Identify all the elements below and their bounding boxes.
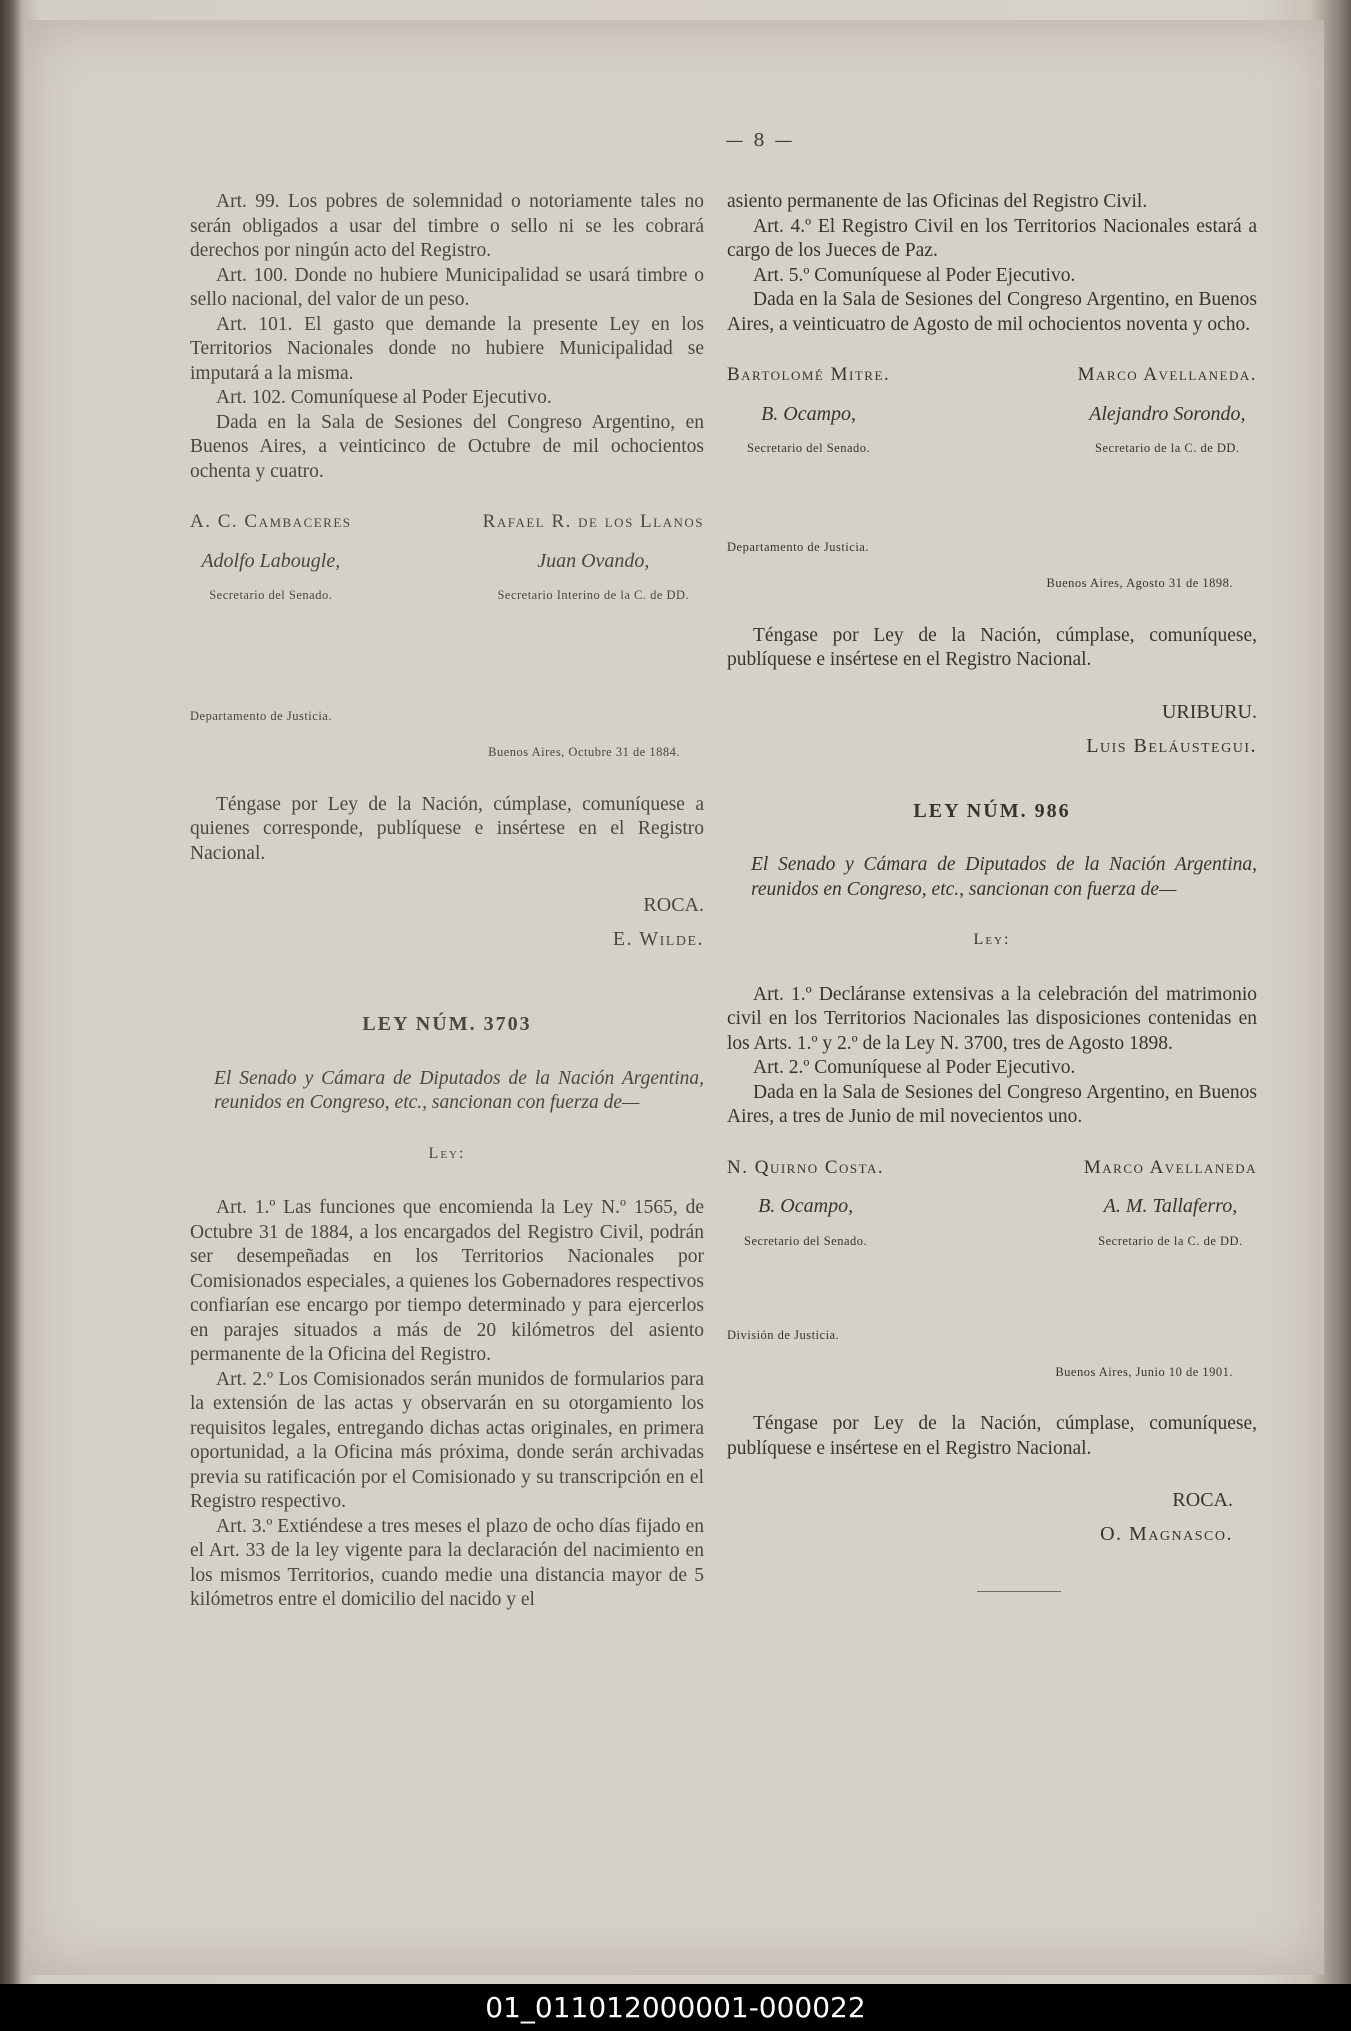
- signatory-name: Bartolomé Mitre.: [727, 364, 891, 385]
- law-title: LEY NÚM. 986: [913, 799, 1071, 822]
- secretary-name: B. Ocampo,: [761, 402, 857, 425]
- continued-text: asiento permanente de las Oficinas del Registro Civil.: [727, 191, 1148, 212]
- secretary-role: Secretario Interino de la C. de DD.: [497, 588, 690, 602]
- law-title: LEY NÚM. 3703: [362, 1013, 532, 1035]
- secretary-role: Secretario del Senado.: [747, 441, 871, 455]
- signer-president: ROCA.: [1172, 1489, 1233, 1511]
- secretary-role: Secretario del Senado.: [744, 1233, 868, 1248]
- secretary-role: Secretario del Senado.: [209, 588, 333, 602]
- place-date: Buenos Aires, Junio 10 de 1901.: [1055, 1364, 1233, 1379]
- law-article-1: Art. 1.º Decláranse extensivas a la celebración del matrimonio civil en los Territorios Nacionales las disposiciones contenidas en los Arts. 1.º y 2.º de la Ley N. 3700, tres de Agosto 1898.: [727, 983, 1257, 1054]
- signer-president: ROCA.: [643, 894, 704, 916]
- law-article-3: Art. 3.º Extiéndese a tres meses el plazo de ocho días fijado en el Art. 33 de la ley vigente para la declaración del nacimiento en los mismos Territorios, cuando medie una distancia mayor de 5 kilómetros entre el domicilio del nacido y el: [190, 1515, 704, 1610]
- secretary-name: A. M. Tallaferro,: [1103, 1195, 1238, 1217]
- law-article-1: Art. 1.º Las funciones que encomienda la Ley N.º 1565, de Octubre 31 de 1884, a los encargados del Registro Civil, podrán ser desempeñadas en los Territorios Nacionales por Comisionados especiales, a quienes los Gobernadores respectivos confiarían ese encargo por tiempo determinado y para ejercerlos en parajes situados a más de 20 kilómetros del asiento permanente de la Oficina del Registro.: [190, 1197, 704, 1365]
- article-102: Art. 102. Comuníquese al Poder Ejecutivo.: [216, 387, 552, 408]
- secretary-name: Adolfo Labougle,: [201, 549, 341, 572]
- dada-clause: Dada en la Sala de Sesiones del Congreso Argentino, en Buenos Aires, a veinticuatro de Agosto de mil ochocientos noventa y ocho.: [727, 289, 1257, 335]
- decree-text: Téngase por Ley de la Nación, cúmplase, comuníquese a quienes corresponde, publíquese e insértese en el Registro Nacional.: [190, 793, 704, 864]
- law-article-2: Art. 2.º Comuníquese al Poder Ejecutivo.: [753, 1057, 1076, 1078]
- article-5: Art. 5.º Comuníquese al Poder Ejecutivo.: [753, 264, 1076, 286]
- executive-signers: [190, 888, 704, 956]
- signatory-name: A. C. Cambaceres: [190, 511, 352, 532]
- secretary-role: Secretario de la C. de DD.: [1095, 441, 1240, 455]
- signature-block: [190, 510, 704, 608]
- dada-clause: Dada en la Sala de Sesiones del Congreso Argentino, en Buenos Aires, a veinticinco de Octubre de mil ochocientos ochenta y cuatro.: [190, 411, 704, 482]
- decree-text: Téngase por Ley de la Nación, cúmplase, comuníquese, publíquese e insértese en el Registro Nacional.: [727, 1413, 1257, 1459]
- signature-senate: [190, 510, 352, 608]
- signer-minister: E. Wilde.: [612, 928, 704, 950]
- dada-clause: Dada en la Sala de Sesiones del Congreso Argentino, en Buenos Aires, a tres de Junio de mil novecientos uno.: [727, 1081, 1257, 1127]
- signature-block: [727, 1156, 1257, 1254]
- signer-minister: O. Magnasco.: [1100, 1523, 1233, 1545]
- department-label: División de Justicia.: [727, 1328, 840, 1342]
- department-label: Departamento de Justicia.: [727, 539, 869, 554]
- article-100: Art. 100. Donde no hubiere Municipalidad se usará timbre o sello nacional, del valor de un peso.: [190, 264, 704, 310]
- closing-rule: [977, 1591, 1061, 1592]
- secretary-name: Juan Ovando,: [537, 549, 650, 572]
- signatory-name: Marco Avellaneda.: [1077, 364, 1257, 385]
- law-preamble: El Senado y Cámara de Diputados de la Nación Argentina, reunidos en Congreso, etc., sancionan con fuerza de—: [214, 1067, 704, 1113]
- image-id-caption: 01_011012000001-000022: [0, 1984, 1351, 2031]
- department-label: Departamento de Justicia.: [190, 708, 332, 723]
- signature-chamber: [1078, 363, 1257, 461]
- executive-signers: [727, 695, 1257, 763]
- left-column: [190, 190, 704, 1613]
- article-99: Art. 99. Los pobres de solemnidad o notoriamente tales no serán obligados a usar del timbre o sello ni se les cobrará derechos por ningún acto del Registro.: [190, 191, 704, 261]
- secretary-role: Secretario de la C. de DD.: [1098, 1233, 1243, 1248]
- executive-signers: [727, 1483, 1233, 1551]
- signature-senate: [727, 1156, 884, 1254]
- decree-text: Téngase por Ley de la Nación, cúmplase, comuníquese, publíquese e insértese en el Registro Nacional.: [727, 624, 1257, 670]
- article-101: Art. 101. El gasto que demande la presente Ley en los Territorios Nacionales donde no hubiere Municipalidad se imputará a la misma.: [190, 313, 704, 384]
- signature-block: [727, 363, 1257, 461]
- ley-heading: Ley:: [973, 931, 1011, 948]
- secretary-name: B. Ocampo,: [758, 1195, 854, 1217]
- signatory-name: Rafael R. de los Llanos: [482, 511, 704, 532]
- signer-minister: Luis Beláustegui.: [1086, 734, 1257, 757]
- signatory-name: N. Quirno Costa.: [727, 1156, 885, 1178]
- signer-president: URIBURU.: [1161, 700, 1257, 723]
- signature-senate: [727, 363, 890, 461]
- place-date: Buenos Aires, Agosto 31 de 1898.: [1046, 576, 1233, 590]
- signature-chamber: [483, 510, 704, 608]
- signatory-name: Marco Avellaneda: [1083, 1156, 1257, 1178]
- secretary-name: Alejandro Sorondo,: [1089, 402, 1246, 425]
- place-date: Buenos Aires, Octubre 31 de 1884.: [488, 745, 680, 759]
- right-column: [727, 190, 1257, 1592]
- law-article-2: Art. 2.º Los Comisionados serán munidos de formularios para la extensión de las actas y observarán en su otorgamiento los requisitos legales, entregando dichas actas originales, en primera oportunidad, a la Oficina más próxima, donde serán archivadas previa su ratificación por el Comisionado y su transcripción en el Registro respectivo.: [190, 1368, 704, 1512]
- ley-heading: Ley:: [428, 1144, 466, 1162]
- page-number: — 8 —: [725, 130, 795, 151]
- signature-chamber: [1084, 1156, 1257, 1254]
- law-preamble: El Senado y Cámara de Diputados de la Nación Argentina, reunidos en Congreso, etc., sancionan con fuerza de—: [751, 854, 1257, 900]
- article-4: Art. 4.º El Registro Civil en los Territorios Nacionales estará a cargo de los Jueces de Paz.: [727, 215, 1257, 261]
